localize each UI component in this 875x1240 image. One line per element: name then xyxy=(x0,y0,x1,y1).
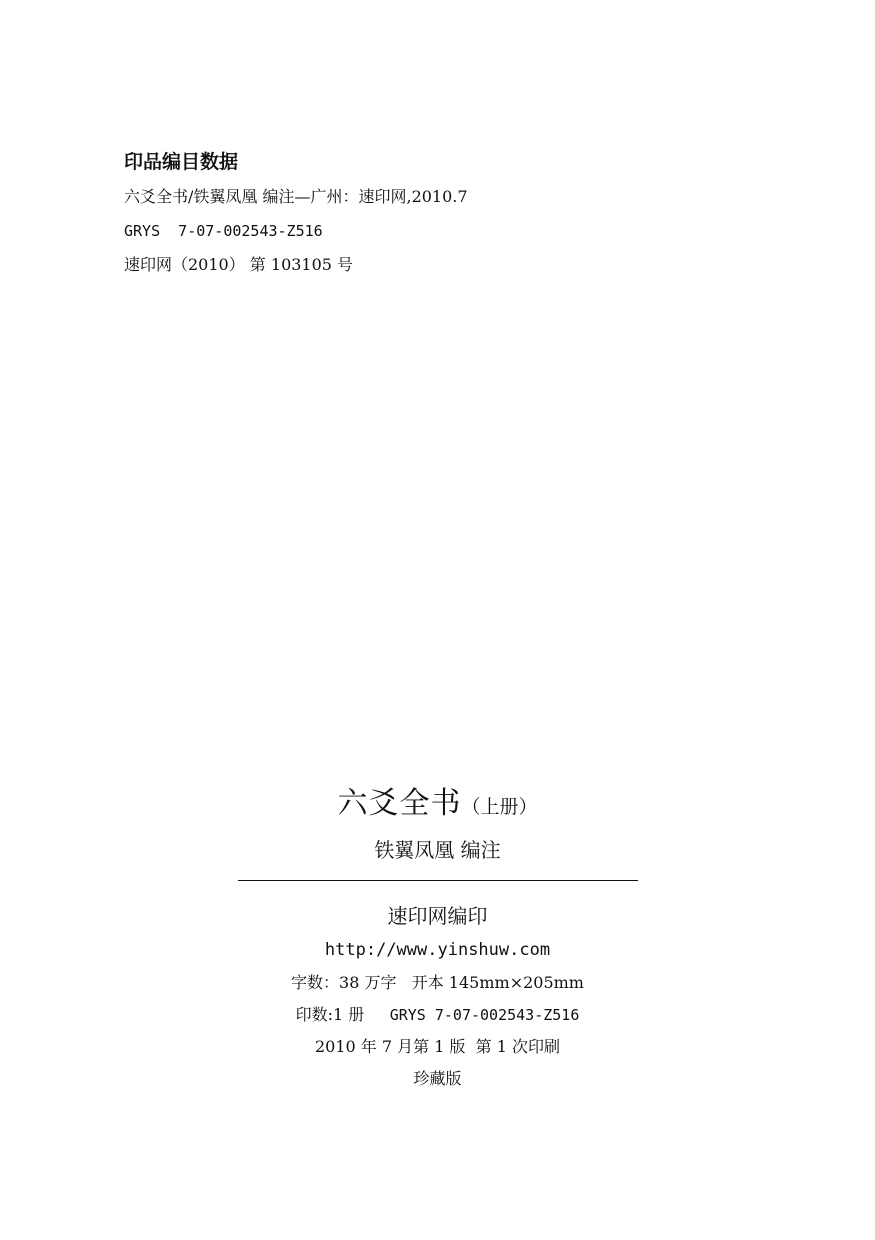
book-code: GRYS 7-07-002543-Z516 xyxy=(389,1006,580,1024)
print-info xyxy=(0,1001,875,1029)
book-title xyxy=(0,780,875,828)
colophon-block xyxy=(0,780,875,1093)
book-volume: （上册） xyxy=(461,796,538,818)
cip-block xyxy=(124,148,824,287)
divider-rule xyxy=(238,880,638,881)
print-count: 印数:1 册 xyxy=(295,1005,390,1024)
edition-info: 2010 年 7 月第 1 版 第 1 次印刷 xyxy=(314,1037,561,1056)
word-count-format: 字数：38 万字 开本 145mm×205mm xyxy=(291,973,584,992)
cip-heading: 印品编目数据 xyxy=(124,151,239,173)
cip-code-line: GRYS 7-07-002543-Z516 xyxy=(124,222,323,240)
publisher-url: http://www.yinshuw.com xyxy=(324,940,551,960)
cip-title-line: 六爻全书/铁翼凤凰 编注—广州：速印网,2010.7 xyxy=(124,187,468,206)
collection-label: 珍藏版 xyxy=(413,1069,462,1088)
cip-number-line: 速印网（2010） 第 103105 号 xyxy=(124,255,354,274)
publisher: 速印网编印 xyxy=(387,904,488,928)
book-title-main: 六爻全书 xyxy=(337,786,462,821)
book-editor: 铁翼凤凰 编注 xyxy=(374,838,501,862)
